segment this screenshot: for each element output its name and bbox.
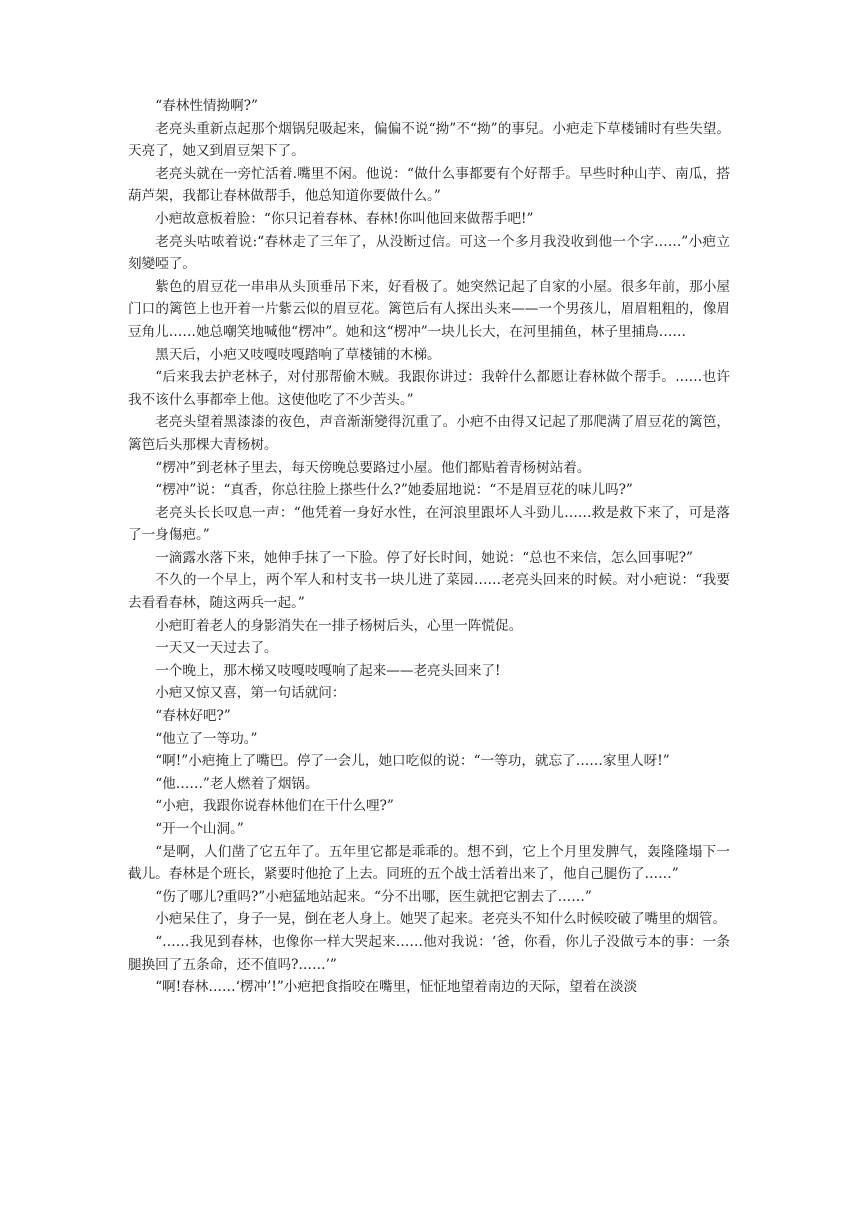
paragraph: 一个晚上，那木梯又吱嘎吱嘎响了起来——老亮头回来了! [155, 662, 501, 679]
paragraph: 小疤故意板着脸：“你只记着春林、春林!你叫他回来做帮手吧!” [155, 210, 534, 227]
paragraph: 老亮头长长叹息一声：“他凭着一身好水性，在河浪里跟坏人斗勁儿……救是救下来了，可是落了一身傷疤。” [128, 504, 730, 544]
paragraph: “开一个山洞。” [155, 821, 244, 837]
paragraph: 小疤又惊又喜，第一句话就问： [155, 685, 346, 702]
paragraph: 老亮头望着黑漆漆的夜色，声音渐渐變得沉重了。小疤不由得又记起了那爬满了眉豆花的篱笆，篱笆后头那棵大青杨树。 [128, 414, 730, 453]
paragraph: “小疤，我跟你说春林他们在干什么哩?” [155, 798, 394, 815]
paragraph: 老亮头就在一旁忙活着.嘴里不闲。他说：“做什么事都要有个好帮手。早些时种山芋、南瓜，搭葫芦架，我都让春林做帮手，他总知道你要做什么。” [128, 165, 730, 205]
paragraph: “他……”老人燃着了烟锅。 [155, 775, 319, 792]
paragraph: “啊!春林……‘楞冲’!”小疤把食指咬在嘴里，怔怔地望着南边的天际，望着在淡淡 [155, 979, 638, 996]
paragraph: “春林好吧?” [155, 708, 231, 725]
paragraph: 老亮头重新点起那个烟锅兒吸起来，偏偏不说“拗”不“拗”的事兒。小疤走下草楼铺时有些失望。天亮了，她又到眉豆架下了。 [128, 120, 730, 160]
paragraph: “春林性情拗啊?” [155, 98, 258, 114]
paragraph: “楞冲”到老林子里去，每天傍晚总要路过小屋。他们都贴着青杨树站着。 [155, 459, 591, 476]
paragraph: “后来我去护老林子，对付那帮偷木贼。我跟你讲过：我幹什么都愿让春林做个帮手。……也许我不该什么事都牵上他。这使他吃了不少苦头。” [128, 369, 730, 408]
paragraph: 一天又一天过去了。 [155, 640, 278, 657]
paragraph: “是啊，人们凿了它五年了。五年里它都是乖乖的。想不到，它上个月里发脾气，轰隆隆塌下一截儿。春林是个班长，紧要时他抢了上去。同班的五个战士活着出来了，他自己腿伤了……” [128, 843, 730, 883]
paragraph: 小疤呆住了，身子一晃，倒在老人身上。她哭了起来。老亮头不知什么时候咬破了嘴里的烟管。 [155, 911, 727, 928]
paragraph: “他立了一等功。” [155, 730, 258, 747]
paragraph: 一滴露水落下来，她伸手抹了一下脸。停了好长时间，她说：“总也不来信，怎么回事呢?” [155, 549, 693, 566]
paragraph: 小疤盯着老人的身影消失在一排子杨树后头，心里一阵慌促。 [155, 617, 523, 634]
paragraph: “楞冲”说：“真香，你总往脸上搽些什么?”她委屈地说：“不是眉豆花的味儿吗?” [155, 482, 633, 499]
paragraph: 不久的一个早上，两个军人和村支书一块儿进了菜园……老亮头回来的时候。对小疤说：“我要去看看春林，随这两兵一起。” [128, 572, 730, 612]
document-page [128, 95, 730, 999]
paragraph: “……我见到春林，也像你一样大哭起来……他对我说：‘爸，你看，你儿子没做亏本的事：一条腿换回了五条命，还不值吗?……’” [128, 933, 730, 973]
paragraph: “啊!”小疤掩上了嘴巴。停了一会儿，她口吃似的说：“一等功，就忘了……家里人呀!” [155, 753, 670, 770]
paragraph: “伤了哪儿?重吗?”小疤猛地站起来。“分不出哪，医生就把它割去了……” [155, 888, 592, 905]
paragraph: 黑天后，小疤又吱嘎吱嘎踏响了草楼铺的木梯。 [155, 346, 441, 363]
paragraph: 老亮头咕哝着说:“春林走了三年了，从没断过信。可这一个多月我没收到他一个字……”小疤立刻變啞了。 [128, 233, 730, 273]
paragraph: 紫色的眉豆花一串串从头顶垂吊下来，好看极了。她突然记起了自家的小屋。很多年前，那小屋门口的篱笆上也开着一片紫云似的眉豆花。篱笆后有人探出头来——一个男孩儿，眉眉粗粗的，像眉豆角儿……她总嘲笑地喊他“楞冲”。她和这“楞冲”一块儿长大，在河里捕鱼，林子里捕鳥…… [128, 278, 730, 340]
